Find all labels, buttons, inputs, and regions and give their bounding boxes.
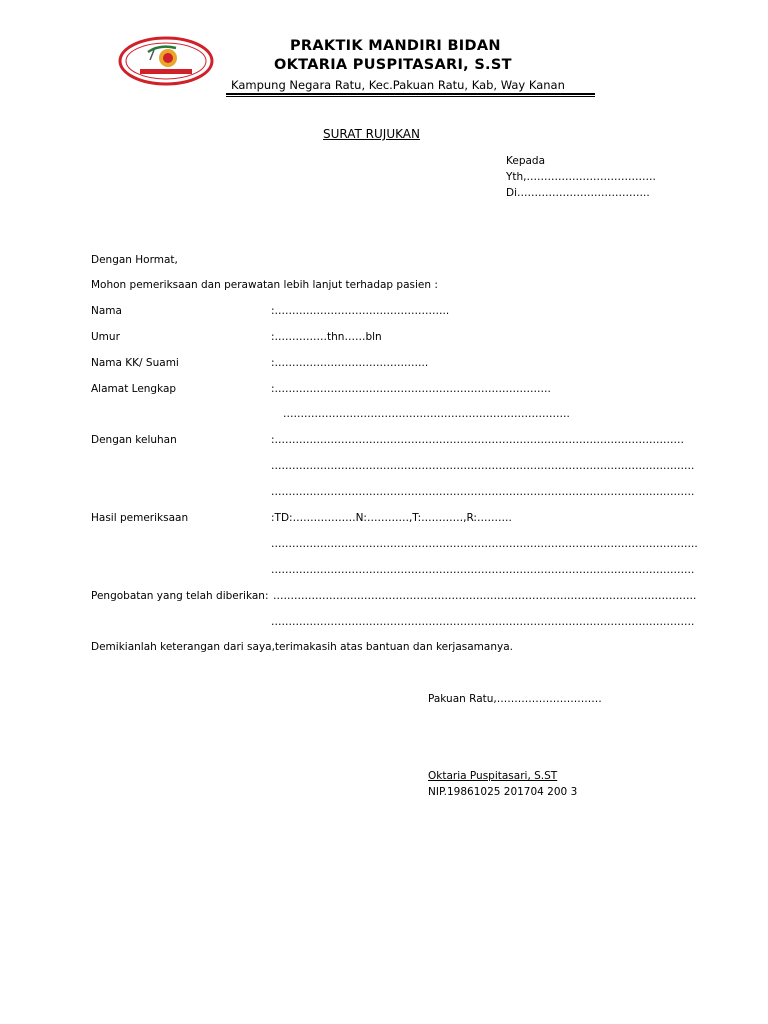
clinic-name-line2: OKTARIA PUSPITASARI, S.ST xyxy=(274,57,512,73)
recipient-di: Di……………………………….. xyxy=(506,187,650,199)
field-label-umur: Umur xyxy=(91,331,120,343)
field-value-alamat-1: :……………………………………………………………………. xyxy=(271,383,551,395)
field-label-kk: Nama KK/ Suami xyxy=(91,357,179,369)
document-title: SURAT RUJUKAN xyxy=(323,127,420,141)
signature-nip: NIP.19861025 201704 200 3 xyxy=(428,786,578,798)
recipient-kepada: Kepada xyxy=(506,155,546,167)
greeting: Dengan Hormat, xyxy=(91,254,178,266)
clinic-address: Kampung Negara Ratu, Kec.Pakuan Ratu, Kab, Way Kanan xyxy=(231,78,565,92)
field-label-keluhan: Dengan keluhan xyxy=(91,434,177,446)
intro-text: Mohon pemeriksaan dan perawatan lebih lanjut terhadap pasien : xyxy=(91,279,438,291)
field-value-alamat-2: ………………………………………………………………………. xyxy=(283,408,570,420)
field-value-nama: :………………………………………….. xyxy=(271,305,450,317)
signature-place-date: Pakuan Ratu,………………………… xyxy=(428,693,602,705)
clinic-logo xyxy=(118,36,214,86)
header-rule-thick xyxy=(226,93,595,95)
recipient-yth: Yth,………………………………. xyxy=(506,171,656,183)
field-value-pengobatan-1: …………………………………………………………………………………………………………. xyxy=(273,590,697,602)
header-rule-thin xyxy=(226,96,595,97)
clinic-name-line1: PRAKTIK MANDIRI BIDAN xyxy=(290,38,501,54)
field-value-hasil-2: ………………………………………………………………………………………………………….. xyxy=(271,538,698,550)
field-value-keluhan-3: …………………………………………………………………………………………………………. xyxy=(271,486,695,498)
field-label-hasil: Hasil pemeriksaan xyxy=(91,512,189,524)
closing-text: Demikianlah keterangan dari saya,terimakasih atas bantuan dan kerjasamanya. xyxy=(91,641,513,653)
field-value-keluhan-1: :……………………………………………………………………………………………………… xyxy=(271,434,685,446)
field-value-kk: :…………………………………….. xyxy=(271,357,429,369)
field-value-pengobatan-2: …………………………………………………………………………………………………………. xyxy=(271,616,695,628)
field-label-alamat: Alamat Lengkap xyxy=(91,383,177,395)
field-value-keluhan-2: …………………………………………………………………………………………………………. xyxy=(271,460,695,472)
field-value-umur: :……………thn……bln xyxy=(271,331,382,343)
signature-name: Oktaria Puspitasari, S.ST xyxy=(428,770,558,782)
field-value-hasil-3: …………………………………………………………………………………………………………. xyxy=(271,564,695,576)
field-value-hasil-1: :TD:………………N:…………,T:…………,R:………. xyxy=(271,512,512,524)
field-label-pengobatan: Pengobatan yang telah diberikan: xyxy=(91,590,269,602)
field-label-nama: Nama xyxy=(91,305,122,317)
